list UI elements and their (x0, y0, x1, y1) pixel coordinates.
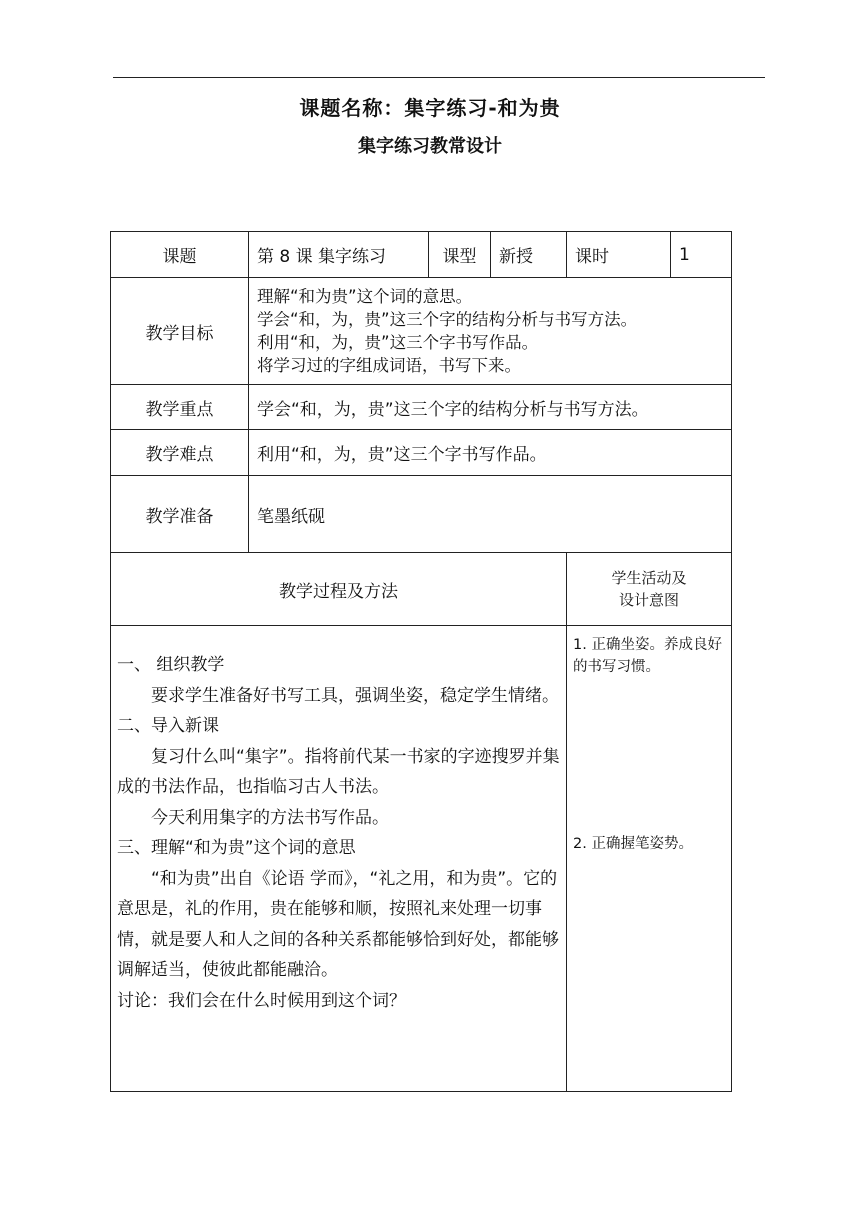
table-row-preparation (111, 476, 732, 553)
process-header: 教学过程及方法 (111, 553, 567, 626)
preparation-value: 笔墨纸砚 (249, 476, 732, 553)
topic-label: 课题 (111, 232, 249, 278)
objective-item: 学会“和，为，贵”这三个字的结构分析与书写方法。 (257, 310, 638, 329)
objective-item: 利用“和，为，贵”这三个字书写作品。 (257, 333, 539, 352)
preparation-label: 教学准备 (111, 476, 249, 553)
process-heading: 三、理解“和为贵”这个词的意思 (117, 838, 356, 858)
class-hours-label: 课时 (567, 232, 671, 278)
key-points-label: 教学重点 (111, 385, 249, 430)
objective-item: 将学习过的字组成词语，书写下来。 (257, 356, 521, 375)
activity-header (567, 553, 732, 626)
table-row-key-points (111, 385, 732, 430)
objectives-label: 教学目标 (111, 278, 249, 385)
activity-header-line: 设计意图 (618, 591, 679, 609)
lesson-type-value: 新授 (491, 232, 567, 278)
difficulties-value: 利用“和，为，贵”这三个字书写作品。 (249, 430, 732, 476)
key-points-value: 学会“和，为，贵”这三个字的结构分析与书写方法。 (249, 385, 732, 430)
table-row-topic (111, 232, 732, 278)
process-content (111, 626, 567, 1092)
activity-header-line: 学生活动及 (611, 569, 687, 587)
table-row-process (111, 626, 732, 1092)
difficulties-label: 教学难点 (111, 430, 249, 476)
header-rule (113, 77, 765, 78)
lesson-plan-table (110, 231, 732, 1092)
table-row-process-header (111, 553, 732, 626)
process-paragraph: 要求学生准备好书写工具，强调坐姿，稳定学生情绪。 (151, 685, 559, 706)
page-subtitle: 集字练习教常设计 (358, 136, 502, 157)
process-paragraph: 复习什么叫“集字”。指将前代某一书家的字迹搜罗并集成的书法作品，也指临习古人书法。 (117, 746, 560, 797)
lesson-type-label: 课型 (429, 232, 491, 278)
class-hours-value: 1 (671, 232, 732, 278)
objectives-list (249, 278, 732, 385)
activity-note: 1. 正确坐姿。养成良好的书写习惯。 (573, 637, 722, 675)
page-title: 课题名称：集字练习-和为贵 (299, 96, 561, 120)
activity-note: 2. 正确握笔姿势。 (573, 836, 693, 852)
table-row-difficulties (111, 430, 732, 476)
process-heading: 二、导入新课 (117, 716, 219, 736)
process-paragraph: 今天利用集字的方法书写作品。 (151, 807, 389, 828)
process-heading: 一、 组织教学 (117, 655, 225, 675)
activity-notes (567, 626, 732, 1092)
process-discussion: 讨论：我们会在什么时候用到这个词？ (117, 990, 406, 1011)
topic-value: 第 8 课 集字练习 (249, 232, 429, 278)
process-paragraph: “和为贵”出自《论语 学而》，“礼之用，和为贵”。它的意思是，礼的作用，贵在能够和顺，按照礼来处理一切事情，就是要人和人之间的各种关系都能够恰到好处，都能够调解适当，使彼此都能融洽。 (117, 868, 559, 980)
objective-item: 理解“和为贵”这个词的意思。 (257, 287, 473, 306)
table-row-objectives (111, 278, 732, 385)
